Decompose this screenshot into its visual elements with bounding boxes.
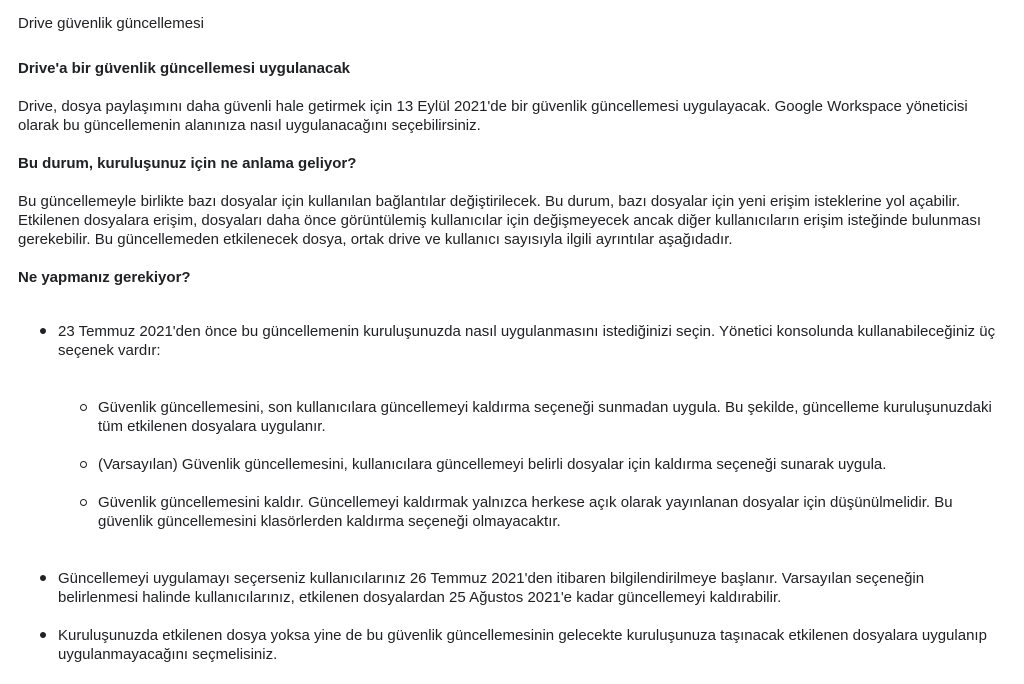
list-item-no-files: Kuruluşunuzda etkilenen dosya yoksa yine de bu güvenlik güncellemesinin gelecekte kuruluşunuza taşınacak etkilenen dosyalara uygulanıp uygulanmayacağını seçmelisiniz. [58,627,987,663]
paragraph-intro: Drive, dosya paylaşımını daha güvenli hale getirmek için 13 Eylül 2021'de bir güvenlik güncellemesi uygulayacak. Google Workspace yöneticisi olarak bu güncellemenin alanınıza nasıl uygulanacağını seçebilirsiniz. [18,98,968,134]
bullet-icon [40,632,46,638]
circle-bullet-icon [80,461,87,468]
list-item-option-remove: Güvenlik güncellemesini kaldır. Güncellemeyi kaldırmak yalnızca herkese açık olarak yayınlanan dosyalar için düşünülmelidir. Bu güvenlik güncellemesini klasörlerden kaldırma seçeneği olmayacaktır. [98,494,953,530]
list-item-choose-option: 23 Temmuz 2021'den önce bu güncellemenin kuruluşunuzda nasıl uygulanmasını istediğinizi seçin. Yönetici konsolunda kullanabileceğiniz üç seçenek vardır: [58,323,996,359]
list-item-notification: Güncellemeyi uygulamayı seçerseniz kullanıcılarınız 26 Temmuz 2021'den itibaren bilgilendirilmeye başlanır. Varsayılan seçeneğin belirlenmesi halinde kullanıcılarınız, etkilenen dosyalardan 25 Ağustos 2021'e kadar güncellemeyi kaldırabilir. [58,570,925,606]
section-heading-meaning: Bu durum, kuruluşunuz için ne anlama geliyor? [18,155,357,172]
section-heading-actions: Ne yapmanız gerekiyor? [18,269,191,286]
list-item-option-apply: Güvenlik güncellemesini, son kullanıcılara güncellemeyi kaldırma seçeneği sunmadan uygula. Bu şekilde, güncelleme kuruluşunuzdaki tüm etkilenen dosyalara uygulanır. [98,399,992,435]
bullet-icon [40,328,46,334]
document-title: Drive güvenlik güncellemesi [18,15,204,32]
section-heading-update: Drive'a bir güvenlik güncellemesi uygulanacak [18,60,351,77]
circle-bullet-icon [80,404,87,411]
circle-bullet-icon [80,499,87,506]
list-item-option-default: (Varsayılan) Güvenlik güncellemesini, kullanıcılara güncellemeyi belirli dosyalar için kaldırma seçeneği sunarak uygula. [98,456,887,473]
bullet-icon [40,575,46,581]
paragraph-meaning: Bu güncellemeyle birlikte bazı dosyalar için kullanılan bağlantılar değiştirilecek. Bu durum, bazı dosyalar için yeni erişim isteklerine yol açabilir. Etkilenen dosyalara erişim, dosyaları daha önce görüntülemiş kullanıcılar için değişmeyecek ancak diğer kullanıcıların erişim isteğinde bulunması gerekebilir. Bu güncellemeden etkilenecek dosya, ortak drive ve kullanıcı sayısıyla ilgili ayrıntılar aşağıdadır. [18,193,981,248]
